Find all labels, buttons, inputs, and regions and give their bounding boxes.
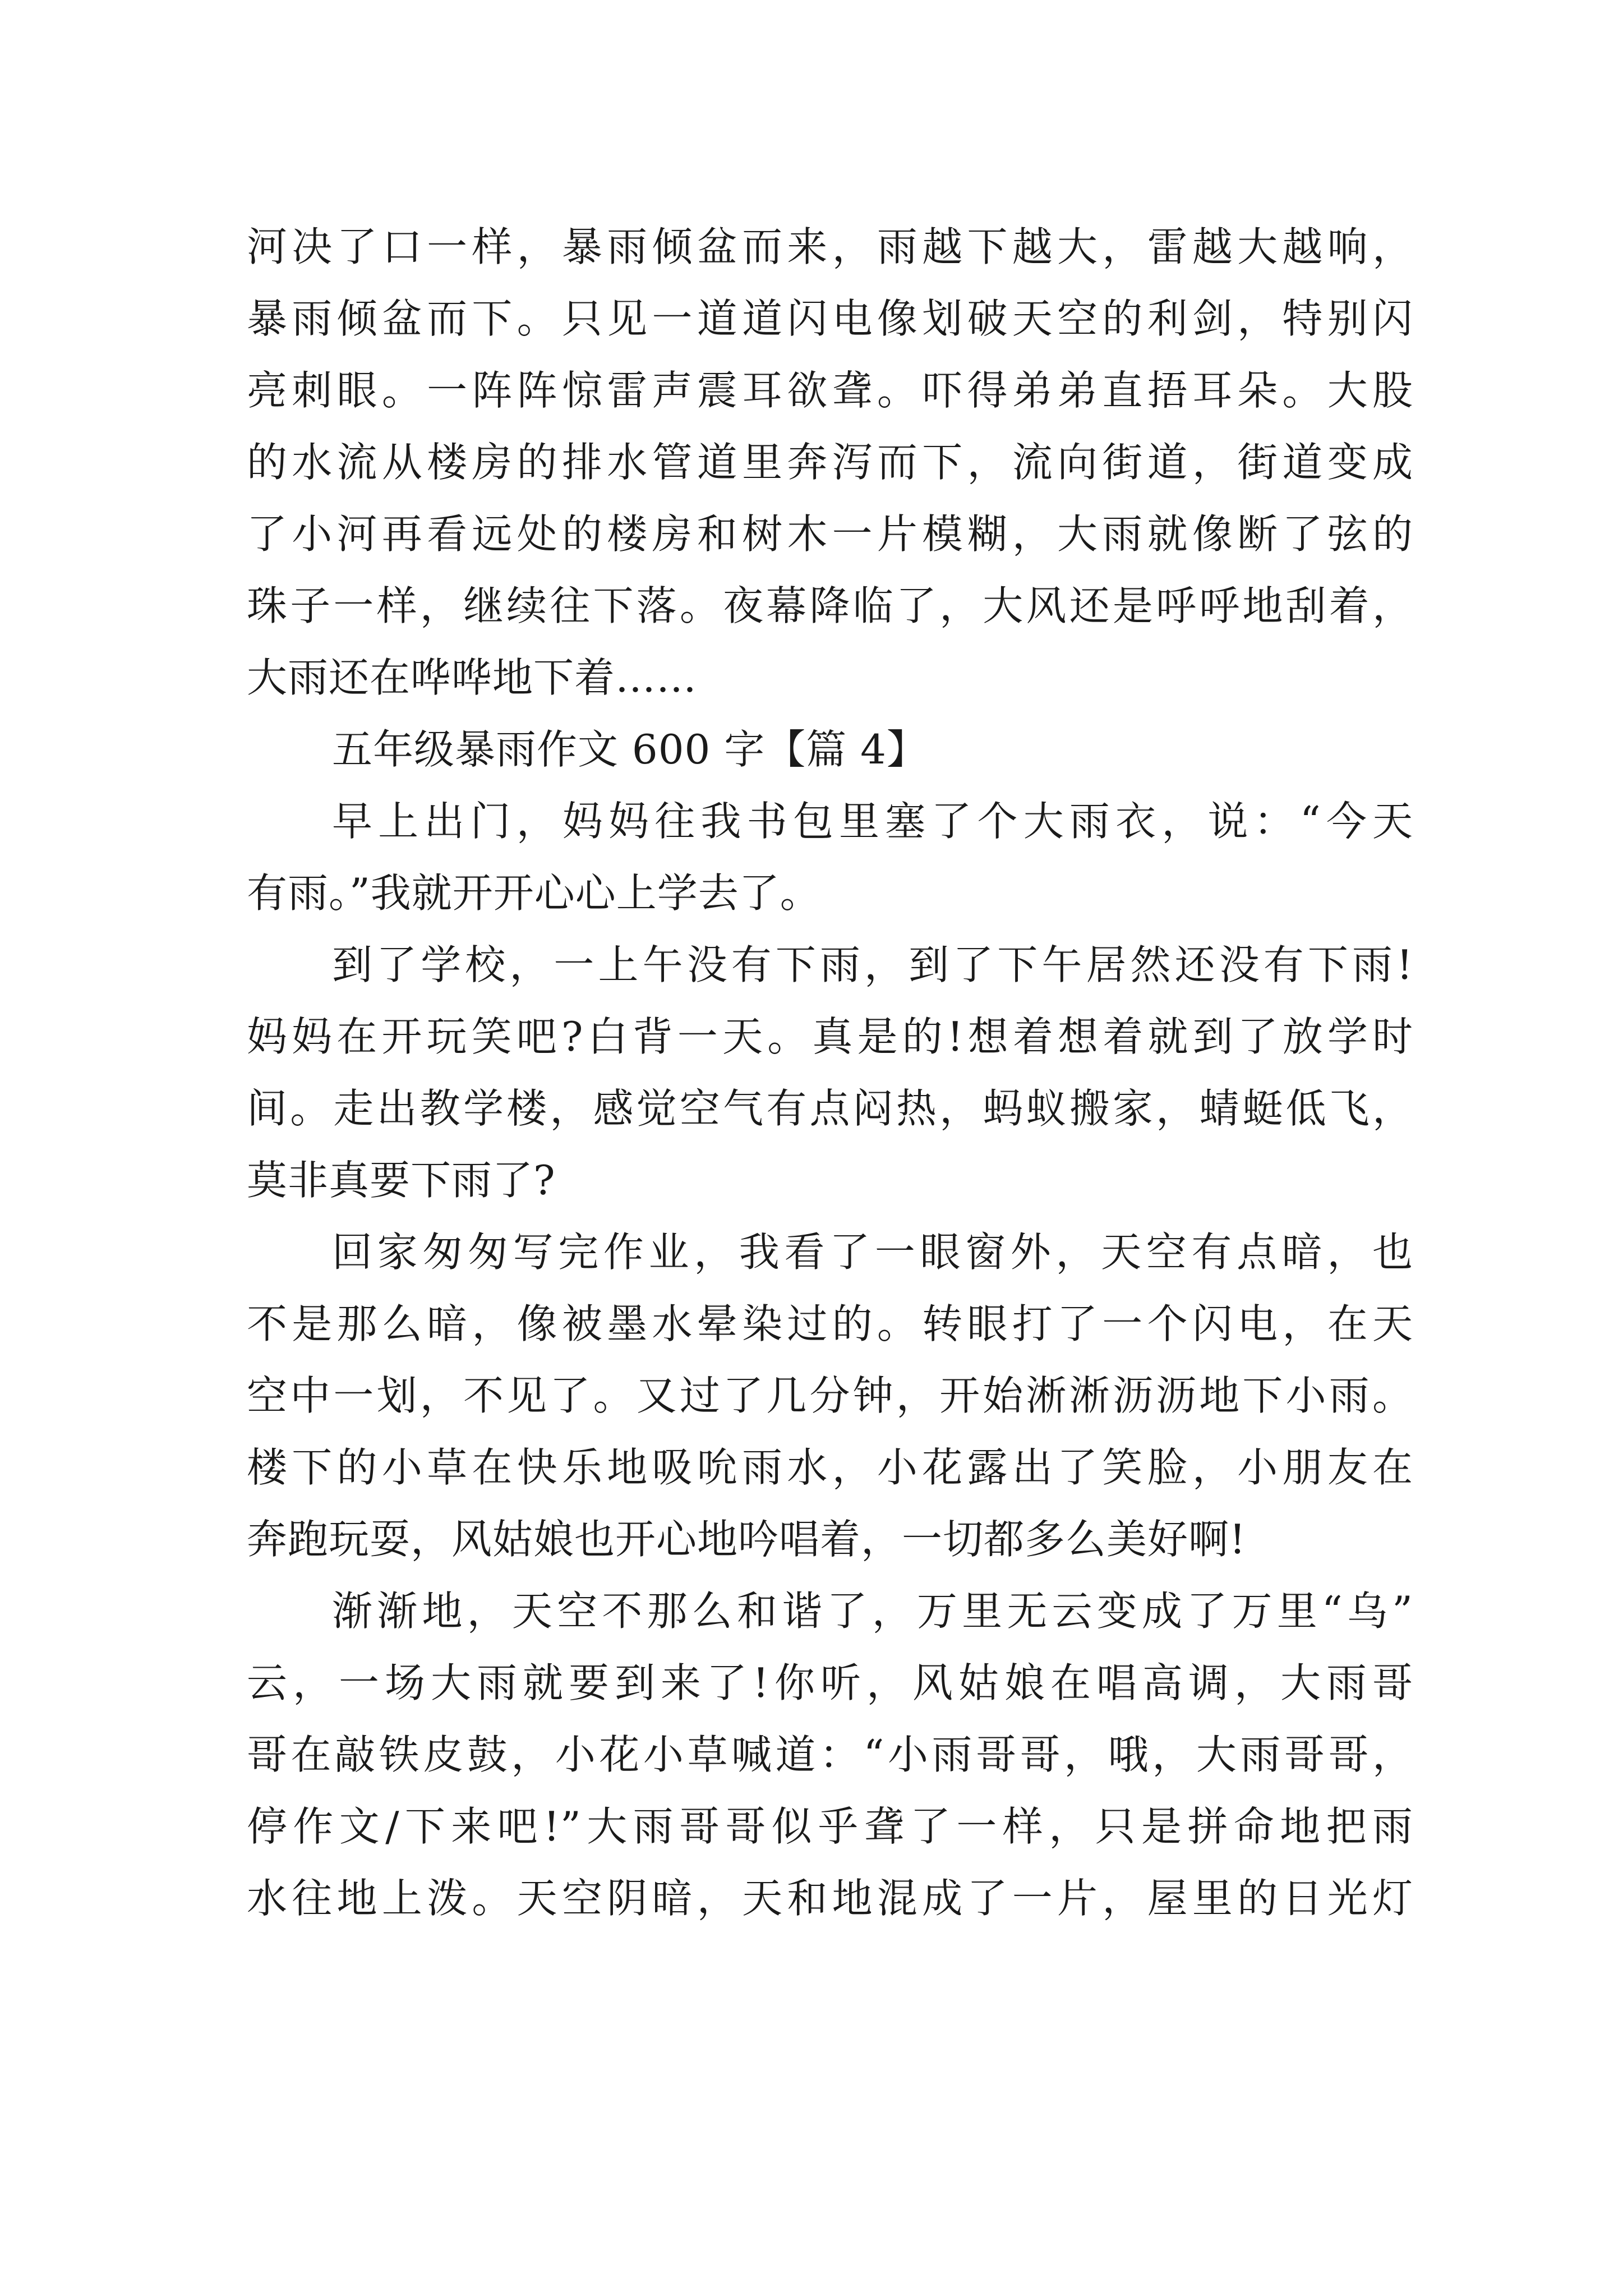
text-line-7: 大雨还在哗哗地下着…… xyxy=(247,654,698,701)
text-line-12: 妈妈在开玩笑吧?白背一天。真是的!想着想着就到了放学时 xyxy=(247,1013,1413,1060)
text-line-3: 亮刺眼。一阵阵惊雷声震耳欲聋。吓得弟弟直捂耳朵。大股 xyxy=(247,367,1413,414)
text-line-18: 楼下的小草在快乐地吸吮雨水，小花露出了笑脸，小朋友在 xyxy=(247,1444,1413,1491)
text-line-10: 有雨。”我就开开心心上学去了。 xyxy=(247,869,821,917)
text-line-20: 渐渐地，天空不那么和谐了，万里无云变成了万里“乌” xyxy=(332,1588,1413,1635)
text-line-5: 了小河再看远处的楼房和树木一片模糊，大雨就像断了弦的 xyxy=(247,510,1413,558)
text-line-21: 云，一场大雨就要到来了!你听，风姑娘在唱高调，大雨哥 xyxy=(247,1659,1413,1706)
text-line-9: 早上出门，妈妈往我书包里塞了个大雨衣，说：“今天 xyxy=(332,798,1413,845)
text-line-19: 奔跑玩耍，风姑娘也开心地吟唱着，一切都多么美好啊! xyxy=(247,1516,1246,1563)
essay-body xyxy=(247,211,1413,1934)
text-line-15: 回家匆匆写完作业，我看了一眼窗外，天空有点暗，也 xyxy=(332,1228,1413,1276)
section-heading: 五年级暴雨作文 600 字【篇 4】 xyxy=(332,726,928,773)
text-line-17: 空中一划，不见了。又过了几分钟，开始淅淅沥沥地下小雨。 xyxy=(247,1372,1413,1419)
text-line-4: 的水流从楼房的排水管道里奔泻而下，流向街道，街道变成 xyxy=(247,439,1413,486)
text-line-2: 暴雨倾盆而下。只见一道道闪电像划破天空的利剑，特别闪 xyxy=(247,295,1413,342)
text-line-16: 不是那么暗，像被墨水晕染过的。转眼打了一个闪电，在天 xyxy=(247,1300,1413,1347)
text-line-13: 间。走出教学楼，感觉空气有点闷热，蚂蚁搬家，蜻蜓低飞， xyxy=(247,1085,1413,1132)
text-line-14: 莫非真要下雨了? xyxy=(247,1157,556,1204)
text-line-22: 哥在敲铁皮鼓，小花小草喊道：“小雨哥哥，哦，大雨哥哥， xyxy=(247,1731,1413,1778)
text-line-6: 珠子一样，继续往下落。夜幕降临了，大风还是呼呼地刮着， xyxy=(247,582,1413,629)
text-line-24: 水往地上泼。天空阴暗，天和地混成了一片，屋里的日光灯 xyxy=(247,1875,1413,1922)
text-line-1: 河决了口一样，暴雨倾盆而来，雨越下越大，雷越大越响， xyxy=(247,223,1413,270)
text-line-11: 到了学校，一上午没有下雨，到了下午居然还没有下雨! xyxy=(332,941,1413,988)
text-line-23: 停作文/下来吧!”大雨哥哥似乎聋了一样，只是拼命地把雨 xyxy=(247,1803,1413,1850)
